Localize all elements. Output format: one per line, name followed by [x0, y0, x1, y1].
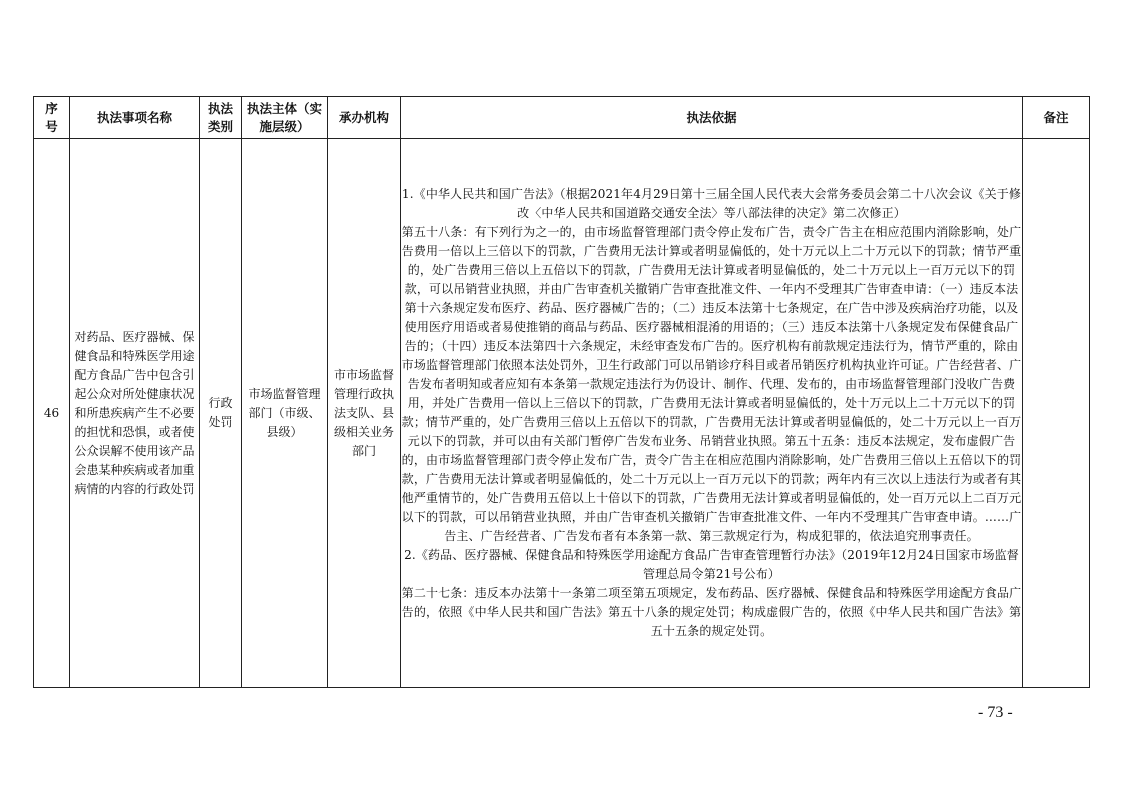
enforcement-table: [33, 96, 1090, 688]
cell-subject: 市场监督管理部门（市级、县级）: [242, 139, 328, 688]
cell-note: [1023, 139, 1090, 688]
basis-law-title-2: 2.《药品、医疗器械、保健食品和特殊医学用途配方食品广告审查管理暂行办法》（2019年12月24日国家市场监督管理总局令第21号公布）: [404, 548, 1019, 581]
header-row: [34, 97, 1090, 139]
header-seq: 序号: [34, 97, 70, 139]
cell-agency: 市市场监督管理行政执法支队、县级相关业务部门: [328, 139, 401, 688]
basis-article-1: 第五十八条：有下列行为之一的，由市场监督管理部门责令停止发布广告，责令广告主在相应范围内消除影响，处广告费用一倍以上三倍以下的罚款，广告费用无法计算或者明显偏低的，处十万元以上二十万元以下的罚款；情节严重的，处广告费用三倍以上五倍以下的罚款，广告费用无法计算或者明显偏低的，处二十万元以上一百万元以下的罚款，可以吊销营业执照，并由广告审查机关撤销广告审查批准文件、一年内不受理其广告审查申请：（一）违反本法第十六条规定发布医疗、药品、医疗器械广告的；（二）违反本法第十七条规定，在广告中涉及疾病治疗功能，以及使用医疗用语或者易使推销的商品与药品、医疗器械相混淆的用语的；（三）违反本法第十八条规定发布保健食品广告的；（十四）违反本法第四十六条规定，未经审查发布广告的。医疗机构有前款规定违法行为，情节严重的，除由市场监督管理部门依照本法处罚外，卫生行政部门可以吊销诊疗科目或者吊销医疗机构执业许可证。广告经营者、广告发布者明知或者应知有本条第一款规定违法行为仍设计、制作、代理、发布的，由市场监督管理部门没收广告费用，并处广告费用一倍以上三倍以下的罚款，广告费用无法计算或者明显偏低的，处十万元以上二十万元以下的罚款；情节严重的，处广告费用三倍以上五倍以下的罚款，广告费用无法计算或者明显偏低的，处二十万元以上一百万元以下的罚款，并可以由有关部门暂停广告发布业务、吊销营业执照。第五十五条：违反本法规定，发布虚假广告的，由市场监督管理部门责令停止发布广告，责令广告主在相应范围内消除影响，处广告费用三倍以上五倍以下的罚款，广告费用无法计算或者明显偏低的，处二十万元以上一百万元以下的罚款；两年内有三次以上违法行为或者有其他严重情节的，处广告费用五倍以上十倍以下的罚款，广告费用无法计算或者明显偏低的，处一百万元以上二百万元以下的罚款，可以吊销营业执照，并由广告审查机关撤销广告审查批准文件、一年内不受理其广告审查申请。……广告主、广告经营者、广告发布者有本条第一款、第三款规定行为，构成犯罪的，依法追究刑事责任。: [401, 225, 1022, 543]
header-subject: 执法主体（实施层级）: [242, 97, 328, 139]
cell-basis: [401, 139, 1023, 688]
table-row: [34, 139, 1090, 688]
cell-item-name: 对药品、医疗器械、保健食品和特殊医学用途配方食品广告中包含引起公众对所处健康状况和所患疾病产生不必要的担忧和恐惧，或者使公众误解不使用该产品会患某种疾病或者加重病情的内容的行政处罚: [70, 139, 200, 688]
cell-seq: 46: [34, 139, 70, 688]
basis-law-title-1: 1.《中华人民共和国广告法》（根据2021年4月29日第十三届全国人民代表大会常务委员会第二十八次会议《关于修改〈中华人民共和国道路交通安全法〉等八部法律的决定》第二次修正）: [401, 187, 1022, 220]
basis-article-2: 第二十七条：违反本办法第十一条第二项至第五项规定，发布药品、医疗器械、保健食品和特殊医学用途配方食品广告的，依照《中华人民共和国广告法》第五十八条的规定处罚；构成虚假广告的，依照《中华人民共和国广告法》第五十五条的规定处罚。: [401, 586, 1022, 638]
header-note: 备注: [1023, 97, 1090, 139]
header-item-name: 执法事项名称: [70, 97, 200, 139]
header-agency: 承办机构: [328, 97, 401, 139]
cell-category: 行政处罚: [200, 139, 242, 688]
header-category: 执法类别: [200, 97, 242, 139]
header-basis: 执法依据: [401, 97, 1023, 139]
page-number: - 73 -: [978, 704, 1013, 721]
